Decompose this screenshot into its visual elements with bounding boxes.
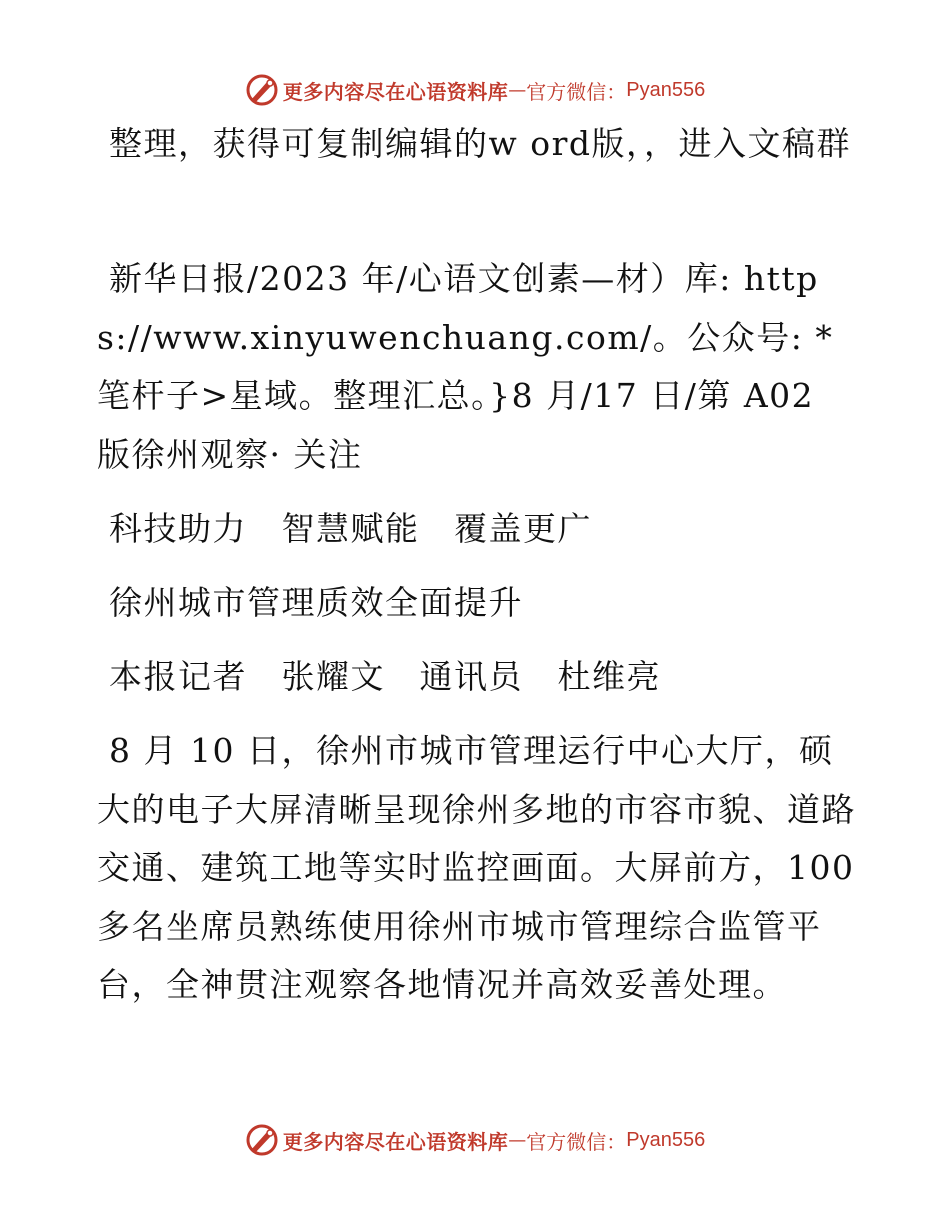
banner-wechat-label: 官方微信：	[526, 79, 627, 104]
pen-logo-icon	[245, 1123, 279, 1157]
footer-wechat-label: 官方微信：	[526, 1129, 627, 1154]
source-paragraph: 新华日报/2023 年/心语文创素—材）库: https://www.xinyuwenchuang.com/。公众号: *笔杆子>星域。整理汇总。}8 月/17 日/第 A02 版徐州观察· 关注	[97, 259, 834, 474]
intro-paragraph: 整理，获得可复制编辑的w ord版，，进入文稿群	[109, 124, 852, 163]
headline-secondary: 徐州城市管理质效全面提升	[109, 583, 523, 622]
header-banner	[0, 70, 950, 110]
headline-primary: 科技助力 智慧赋能 覆盖更广	[109, 509, 592, 548]
banner-slogan: 更多内容尽在心语资料库	[282, 79, 509, 104]
footer-banner	[0, 1120, 950, 1160]
byline: 本报记者 张耀文 通讯员 杜维亮	[109, 657, 661, 696]
footer-wechat-id: Pyan556	[626, 1128, 706, 1151]
footer-dash: —	[508, 1129, 527, 1151]
banner-dash: —	[508, 79, 527, 101]
footer-slogan: 更多内容尽在心语资料库	[282, 1129, 509, 1154]
banner-wechat-id: Pyan556	[626, 78, 706, 101]
body-paragraph: 8 月 10 日，徐州市城市管理运行中心大厅，硕大的电子大屏清晰呈现徐州多地的市容市貌、道路交通、建筑工地等实时监控画面。大屏前方，100多名坐席员熟练使用徐州市城市管理综合监管平台，全神贯注观察各地情况并高效妥善处理。	[97, 731, 856, 1004]
pen-logo-icon	[245, 73, 279, 107]
